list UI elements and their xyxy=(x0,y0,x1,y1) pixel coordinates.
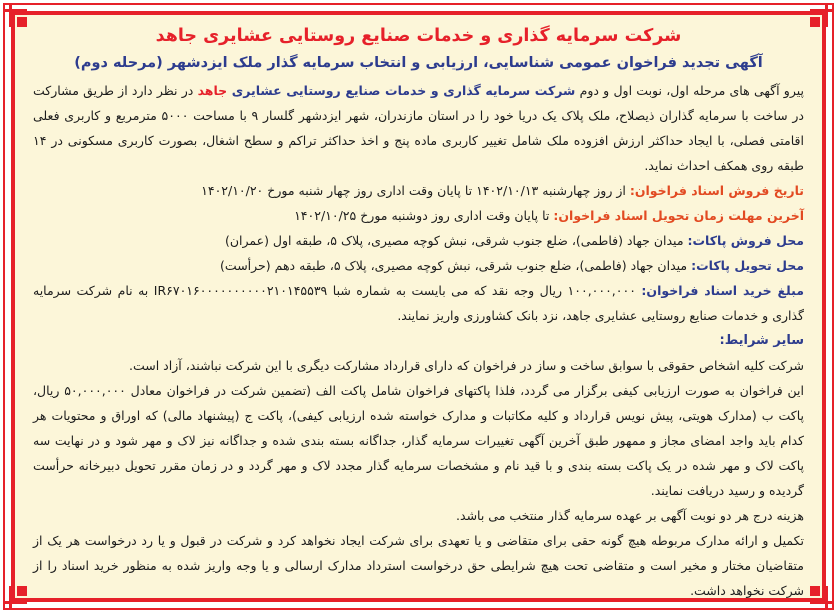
detail-row-sale-date xyxy=(33,178,804,203)
intro-text-after: در نظر دارد از طریق مشارکت در ساخت با سرمایه گذاران ذیصلاح، ملک پلاک یک دریا خود را در استان مازندران، شهر ایزدشهر گلسار ۹ با مساحت ۵۰۰۰ مترمربع و کاربری فعلی اقامتی فصلی، با ایجاد حداکثر ارزش افزوده ملک شامل تغییر کاربری ماده پنج و اخذ حداکثر تراکم و سطح اشغال، بصورت کاربری مسکونی در ۱۴ طبقه روی همکف احداث نماید. xyxy=(33,83,804,173)
intro-text-before: پیرو آگهی های مرحله اول، نوبت اول و دوم xyxy=(575,83,804,98)
corner-ornament-top-right xyxy=(810,9,832,12)
sale-location-label: محل فروش پاکات: xyxy=(687,233,804,248)
other-terms-heading: سایر شرایط: xyxy=(719,333,804,348)
company-name-inline: شرکت سرمایه گذاری و خدمات صنایع روستایی عشایری xyxy=(227,83,576,98)
term-paragraph-envelopes: این فراخوان به صورت ارزیابی کیفی برگزار می گردد، فلذا پاکتهای فراخوان شامل پاکت الف (تضمین شرکت در فراخوان معادل ۵۰,۰۰۰,۰۰۰ ریال، پاکت ب (مدارک هویتی، پیش نویس قرارداد و کلیه مکاتبات و مدارک خواسته شده ارزیابی کیفی)، پاکت ج (پیشنهاد مالی) که اوراق و محتویات هر کدام باید واجد امضای مجاز و ممهور طبق آخرین آگهی تغییرات سرمایه گذار، جداگانه بسته بندی شده و جداگانه نیز لاک و مهر شود و در نهایت سه پاکت لاک و مهر شده در یک پاکت بسته بندی و با قید نام و مشخصات سرمایه گذار مجدد لاک و مهر گردد و در زمان مقرر تحویل دبیرخانه حرأست گردیده و رسید دریافت نمایند. xyxy=(33,383,804,498)
corner-ornament-top-right xyxy=(825,5,828,27)
corner-ornament-top-right xyxy=(810,17,820,27)
company-name-suffix: جاهد xyxy=(197,83,228,98)
term-paragraph-eligibility: شرکت کلیه اشخاص حقوقی با سوابق ساخت و ساز در فراخوان که دارای قرارداد مشارکت دیگری با این شرکت نباشند، آزاد است. xyxy=(129,358,804,373)
company-title: شرکت سرمایه گذاری و خدمات صنایع روستایی عشایری جاهد xyxy=(155,26,682,46)
submission-deadline-value: تا پایان وقت اداری روز دوشنبه مورخ ۱۴۰۲/۱۰/۲۵ xyxy=(294,208,554,223)
corner-ornament-bottom-left xyxy=(17,586,27,596)
intro-paragraph xyxy=(33,78,804,178)
corner-ornament-bottom-right xyxy=(810,601,832,604)
sale-location-value: میدان جهاد (فاطمی)، ضلع جنوب شرقی، نبش کوچه مصیری، پلاک ۵، طبقه اول (عمران) xyxy=(224,233,688,248)
purchase-amount-label: مبلغ خرید اسناد فراخوان: xyxy=(641,283,804,298)
detail-row-delivery-location xyxy=(33,253,804,278)
corner-ornament-bottom-left xyxy=(9,586,12,608)
detail-row-submission-deadline xyxy=(33,203,804,228)
detail-row-purchase-amount xyxy=(33,278,804,328)
term-paragraph-no-obligation: تکمیل و ارائه مدارک مربوطه هیچ گونه حقی برای متقاضی و یا تعهدی برای شرکت ایجاد نخواهد کرد و شرکت در قبول و یا رد درخواست هر یک از متقاضیان مختار و مخیر است و متقاضی تحت هیچ شرایطی حق درخواست استرداد مدارک ارسالی و یا وجه واریز شده به منظور خرید اسناد را از شرکت نخواهد داشت. xyxy=(33,533,804,598)
sale-date-label: تاریخ فروش اسناد فراخوان: xyxy=(629,183,804,198)
corner-ornament-top-left xyxy=(17,17,27,27)
ad-subtitle: آگهی تجدید فراخوان عمومی شناسایی، ارزیابی و انتخاب سرمایه گذار ملک ایزدشهر (مرحله دوم) xyxy=(74,55,763,71)
delivery-location-value: میدان جهاد (فاطمی)، ضلع جنوب شرقی، نبش کوچه مصیری، پلاک ۵، طبقه دهم (حرأست) xyxy=(220,258,692,273)
term-paragraph-publication-cost: هزینه درج هر دو نوبت آگهی بر عهده سرمایه گذار منتخب می باشد. xyxy=(456,508,804,523)
ad-content xyxy=(15,15,822,598)
corner-ornament-bottom-right xyxy=(810,586,820,596)
purchase-amount-value: ۱۰۰,۰۰۰,۰۰۰ ریال وجه نقد که می بایست به شماره شبا IR۶۷۰۱۶۰۰۰۰۰۰۰۰۰۰۲۱۰۱۴۵۵۳۹ به نام شرکت سرمایه گذاری و خدمات صنایع روستایی عشایری جاهد، نزد بانک کشاورزی واریز نمایند. xyxy=(33,283,804,323)
sale-date-value: از روز چهارشنبه ۱۴۰۲/۱۰/۱۳ تا پایان وقت اداری روز چهار شنبه مورخ ۱۴۰۲/۱۰/۲۰ xyxy=(201,183,630,198)
submission-deadline-label: آخرین مهلت زمان تحویل اسناد فراخوان: xyxy=(553,208,804,223)
corner-ornament-bottom-right xyxy=(825,586,828,608)
detail-row-sale-location xyxy=(33,228,804,253)
corner-ornament-top-left xyxy=(9,5,12,27)
delivery-location-label: محل تحویل پاکات: xyxy=(691,258,804,273)
